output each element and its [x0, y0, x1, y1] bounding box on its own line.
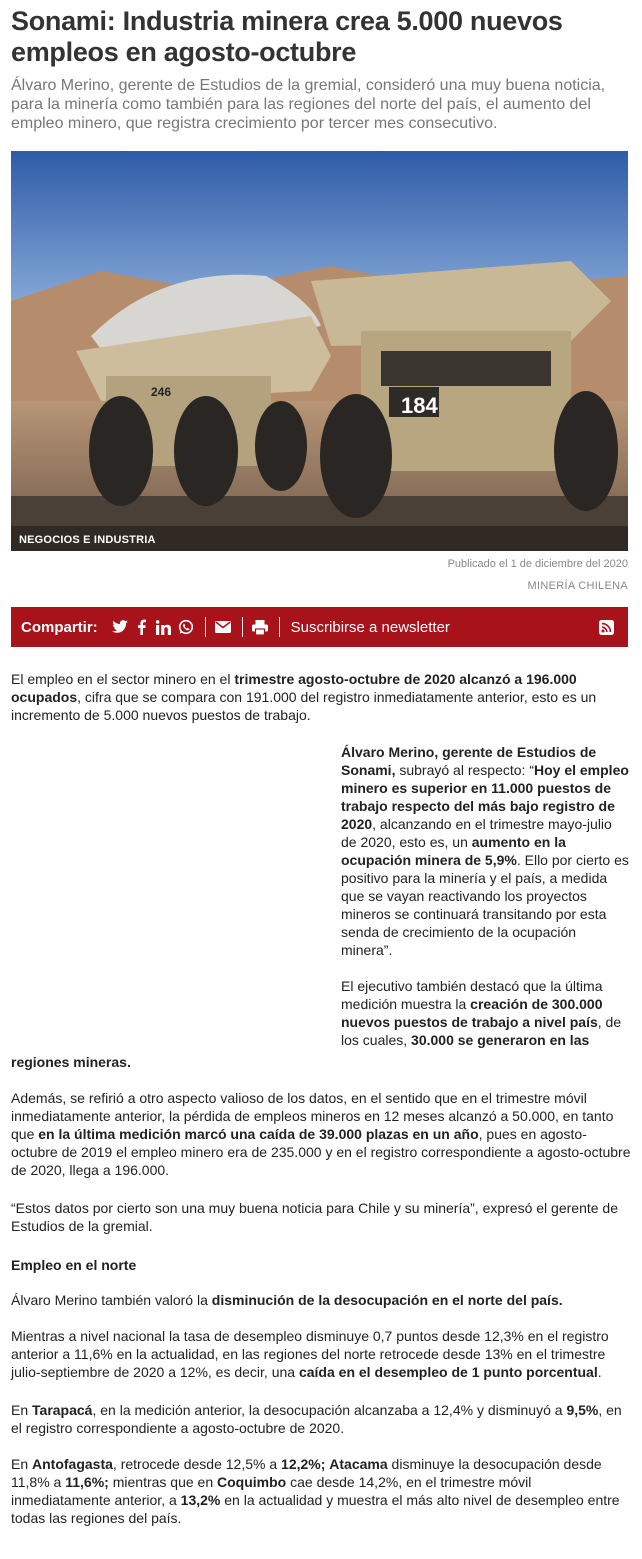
article-title: Sonami: Industria minera crea 5.000 nuevos empleos en agosto-octubre	[11, 6, 563, 67]
truck-number-184: 184	[401, 393, 438, 418]
source-label: MINERÍA CHILENA	[527, 580, 628, 592]
twitter-icon[interactable]	[110, 617, 130, 637]
facebook-icon[interactable]	[132, 617, 152, 637]
section-heading: Empleo en el norte	[11, 1257, 137, 1273]
paragraph-1: El empleo en el sector minero en el trimestre agosto-octubre de 2020 alcanzó a 196.000 ocupados, cifra que se compara con 191.000 del registro inmediatamente anterior, esto es un incremento de 5.000 nuevos puestos de trabajo.	[11, 671, 597, 723]
paragraph-3: Además, se refirió a otro aspecto valioso de los datos, en el sentido que en el trimestre móvil inmediatamente anterior, la pérdida de empleos mineros en 12 meses alcanzó a 50.000, en tanto que en la última medición marcó una caída de 39.000 plazas en un año, pues en agosto-octubre de 2019 el empleo minero era de 235.000 y en el registro correspondiente a agosto-octubre de 2020, llega a 196.000.	[11, 1090, 631, 1178]
quote-column	[341, 743, 630, 1049]
paragraph-8: En Antofagasta, retrocede desde 12,5% a 12,2%; Atacama disminuye la desocupación desde 11,8% a 11,6%; mientras que en Coquimbo cae desde 14,2%, en el trimestre móvil inmediatamente anterior, a 13,2% en la actualidad y muestra el más alto nivel de desempleo entre todas las regiones del país.	[11, 1456, 620, 1526]
print-icon[interactable]	[250, 617, 270, 637]
share-divider	[205, 617, 206, 637]
share-divider	[242, 617, 243, 637]
truck-number-246: 246	[151, 385, 172, 399]
share-bar	[11, 607, 628, 647]
paragraph-quote-1: Álvaro Merino, gerente de Estudios de Sonami, subrayó al respecto: “Hoy el empleo minero es superior en 11.000 puestos de trabajo respecto del más bajo registro de 2020, alcanzando en el trimestre mayo-julio de 2020, esto es, un aumento en la ocupación minera de 5,9%. Ello por cierto es positivo para la minería y el país, a medida que se vayan reactivando los proyectos mineros se continuará transitando por esta senda de crecimiento de la ocupación minera”.	[341, 744, 629, 958]
share-divider	[279, 617, 280, 637]
paragraph-6: Mientras a nivel nacional la tasa de desempleo disminuye 0,7 puntos desde 12,3% en el registro anterior a 11,6% en la actualidad, en las regiones del norte retrocede desde 13% en el trimestre julio-septiembre de 2020 a 12%, es decir, una caída en el desempleo de 1 punto porcentual.	[11, 1328, 609, 1380]
newsletter-link[interactable]: Suscribirse a newsletter	[290, 618, 450, 636]
share-label: Compartir:	[21, 618, 98, 636]
paragraph-7: En Tarapacá, en la medición anterior, la desocupación alcanzaba a 12,4% y disminuyó a 9,5%, en el registro correspondiente a agosto-octubre de 2020.	[11, 1402, 622, 1436]
paragraph-2-end: regiones mineras.	[11, 1054, 131, 1070]
article-lead: Álvaro Merino, gerente de Estudios de la gremial, consideró una muy buena noticia, para la minería como también para las regiones del norte del país, el aumento del empleo minero, que registra crecimiento por tercer mes consecutivo.	[11, 77, 606, 132]
paragraph-quote-2: El ejecutivo también destacó que la última medición muestra la creación de 300.000 nuevos puestos de trabajo a nivel país, de los cuales, 30.000 se generaron en las	[341, 978, 622, 1048]
mail-icon[interactable]	[213, 617, 233, 637]
category-tag[interactable]: NEGOCIOS E INDUSTRIA	[19, 534, 156, 546]
paragraph-5: Álvaro Merino también valoró la disminución de la desocupación en el norte del país.	[11, 1292, 563, 1308]
paragraph-4: “Estos datos por cierto son una muy buena noticia para Chile y su minería”, expresó el gerente de Estudios de la gremial.	[11, 1200, 618, 1234]
mining-trucks-photo	[11, 151, 628, 551]
linkedin-icon[interactable]	[154, 617, 174, 637]
rss-icon[interactable]	[596, 617, 616, 637]
publish-date: Publicado el 1 de diciembre del 2020	[447, 558, 628, 570]
hero-image	[11, 151, 628, 551]
whatsapp-icon[interactable]	[176, 617, 196, 637]
